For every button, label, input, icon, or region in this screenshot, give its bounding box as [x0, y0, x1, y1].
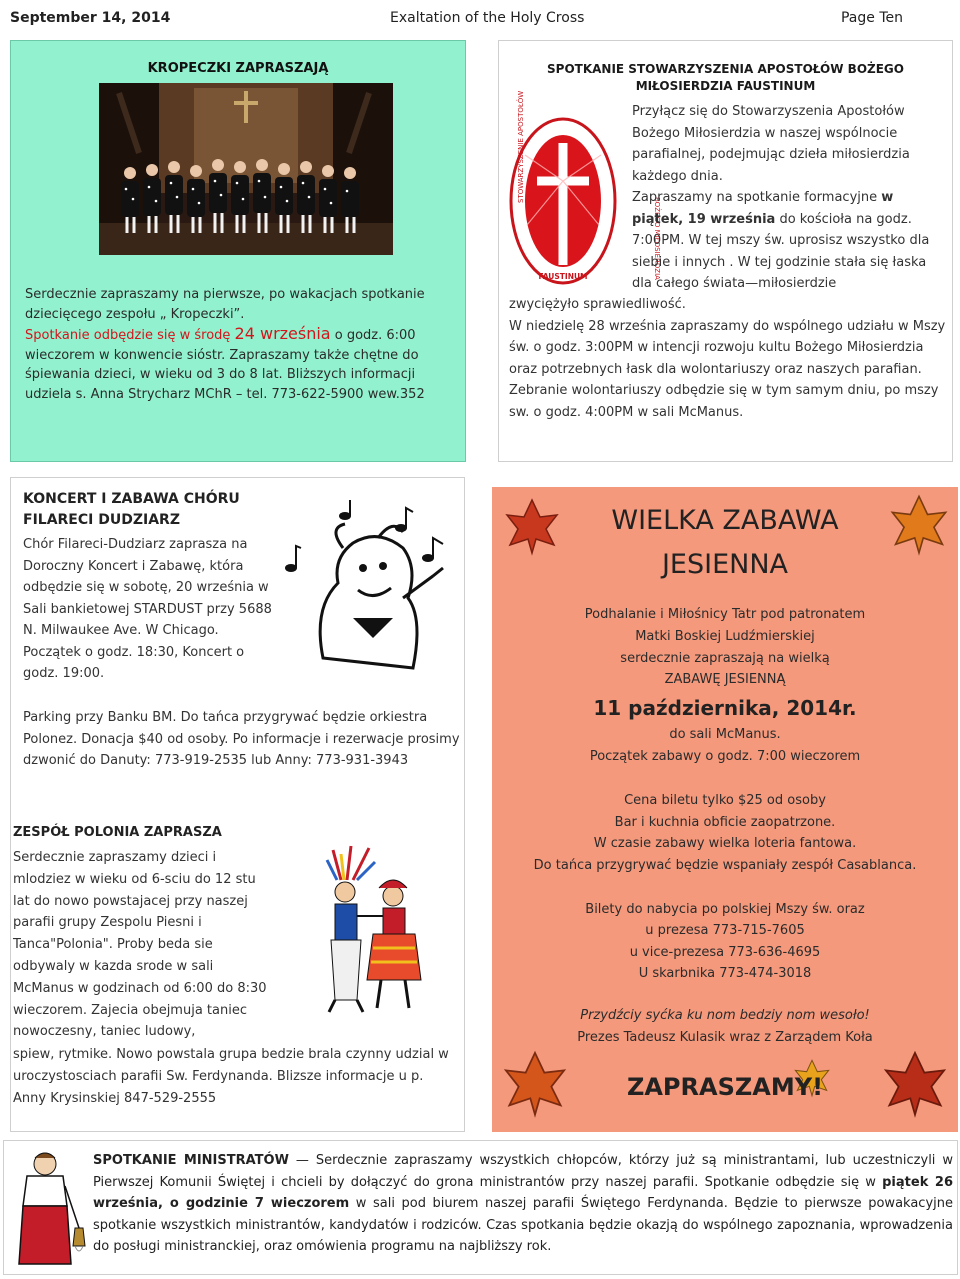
zabawa-sale-3: u vice-prezesa 773-636-4695 [629, 945, 821, 960]
kropeczki-article [10, 40, 466, 462]
zabawa-intro-1: Podhalanie i Miłośnicy Tatr pod patronatem [584, 607, 866, 622]
faustinum-seal [507, 90, 661, 287]
kropeczki-details: o godz. 6:00 wieczorem w konwencie sióstr. Zapraszamy także chętne do śpiewania dzieci, w wieku od 3 do 8 lat. Bliższych informacji udziela s. Anna Strycharz MChR – tel. 773-622-5900 wew.352 [25, 328, 425, 402]
zabawa-sale-1: Bilety do nabycia po polskiej Mszy św. oraz [585, 902, 865, 917]
faustinum-p2a: Zapraszamy na spotkanie formacyjne [632, 190, 882, 205]
zabawa-place: do sali McManus. [669, 727, 781, 742]
page-header [10, 8, 955, 30]
zabawa-poster [492, 487, 958, 1132]
kropeczki-text [25, 285, 455, 404]
zabawa-closing: ZAPRASZAMY! [626, 1073, 824, 1101]
chor-title: KONCERT I ZABAWA CHÓRU FILARECI DUDZIARZ [23, 491, 240, 528]
faustinum-p3: zwyciężyło sprawiedliwość. [509, 297, 686, 312]
ministranci-title: SPOTKANIE MINISTRATÓW [93, 1153, 289, 1168]
chor-p1: Chór Filareci-Dudziarz zaprasza na Doroczny Koncert i Zabawę, która odbędzie się w sobotę, 20 września w Sali bankietowej STARDUST przy 5688 N. Milwaukee Ave. W Chicago. Początek o godz. 18:30, Koncert o godz. 19:00. [23, 537, 272, 681]
chor-p2: Parking przy Banku BM. Do tańca przygrywać będzie orkiestra Polonez. Donacja $40 od osoby. Po informacje i rezerwacje prosimy dzwonić do Danuty: 773-919-2535 lub Anny: 773-931-3943 [23, 710, 460, 768]
faustinum-p1: Przyłącz się do Stowarzyszenia Apostołów Bożego Miłosierdzia w naszej wspólnocie parafialnej, podejmując dzieła miłosierdzia każdego dnia. [632, 104, 910, 184]
header-date: September 14, 2014 [10, 10, 171, 26]
zabawa-sale-2: u prezesa 773-715-7605 [645, 923, 805, 938]
ministranci-p-a: — Serdecznie zapraszamy wszystkich chłopców, którzy już są ministrantami, lub uczestniczyli w Pierwszej Komunii Świętej i chcieli by dołączyć do grona ministrantów przy naszej parafii. Spotkanie odbędzie się w [93, 1153, 953, 1190]
zabawa-ticket-1: Cena biletu tylko $25 od osoby [624, 793, 826, 808]
zabawa-ticket-4: Do tańca przygrywać będzie wspaniały zespół Casablanca. [533, 858, 917, 873]
polonia-p1: Serdecznie zapraszamy dzieci i mlodziez w wieku od 6-sciu do 12 stu lat do nowo powstajacej przy naszej parafii grupy Zespolu Piesni i Tanca"Polonia". Proby beda sie odbywaly w kazda srode w sali McManus w godzinach od 6:00 do 8:30 wieczorem. Zajecia obejmuja taniec nowoczesny, taniec ludowy, [13, 850, 267, 1040]
faustinum-article [498, 40, 953, 462]
zabawa-title-line2: JESIENNA [661, 549, 789, 580]
faustinum-intro [632, 101, 942, 295]
zabawa-ticket-3: W czasie zabawy wielka loteria fantowa. [593, 836, 857, 851]
header-page-number: Page Ten [840, 10, 903, 26]
kropeczki-photo [99, 83, 393, 255]
seal-text-bottom: FAUSTINUM [538, 272, 588, 281]
kropeczki-meeting-day: Spotkanie odbędzie się w środę [25, 328, 235, 343]
polonia-p2: spiew, rytmike. Nowo powstala grupa bedzie brala czynny udzial w uroczystosciach parafii Sw. Ferdynanda. Blizsze informacje u p. Anny Krysinskiej 847-529-2555 [13, 1047, 449, 1106]
header-feast: Exaltation of the Holy Cross [390, 10, 585, 26]
conductor-illustration [283, 498, 453, 678]
altar-boy-illustration [9, 1146, 89, 1274]
zabawa-intro-2: Matki Boskiej Ludźmierskiej [635, 629, 815, 644]
ministranci-text [93, 1150, 953, 1258]
zabawa-invite: Przydźciy syćka ku nom bedziy nom wesoło! [580, 1008, 870, 1023]
zabawa-date: 11 października, 2014r. [593, 696, 857, 720]
seal-text-left: STOWARZYSZENIE APOSTOŁÓW [517, 90, 525, 203]
zabawa-title-line1: WIELKA ZABAWA [611, 505, 839, 536]
ministranci-article [3, 1140, 958, 1275]
zabawa-sale-4: U skarbnika 773-474-3018 [638, 966, 812, 981]
faustinum-p4: W niedzielę 28 września zapraszamy do wspólnego udziału w Mszy św. o godz. 3:00PM w intencji rozwoju kultu Bożego Miłosierdzia oraz potrzebnych łask dla wolontariuszy oraz naszych parafian. Zebranie wolontariuszy odbędzie się w tym samym dniu, po mszy sw. o godz. 4:00PM w sali McManus. [509, 318, 946, 420]
kropeczki-line1: Serdecznie zapraszamy na pierwsze, po wakacjach spotkanie dziecięcego zespołu „ Kropeczki”. [25, 287, 425, 322]
zabawa-intro-3: serdecznie zapraszają na wielką [620, 651, 830, 666]
faustinum-p2c: do kościoła na godz. 7:00PM. W tej mszy św. uprosisz wszystko dla siebie i innych . W tej godzinie stała się łaska dla całego świata—miłosierdzie [632, 211, 930, 291]
ministranci-p-c: w sali pod biurem naszej parafii Świętego Ferdynanda. Będzie to pierwsze powakacyjne spotkanie wszystkich ministrantów, kandydatów i rodziców. Czas spotkania będzie okazją do wspólnego zapoznania, wprowadzenia do posługi ministranckiej, oraz omówienia programu na najbliższy rok. [93, 1196, 953, 1254]
chor-article [10, 477, 465, 1132]
kropeczki-title: KROPECZKI ZAPRASZAJĄ [147, 61, 329, 76]
zabawa-start-time: Początek zabawy o godz. 7:00 wieczorem [589, 749, 861, 764]
seal-text-right: BOŻEGO MIŁOSIERDZIA [653, 197, 661, 280]
ministranci-meeting-time: piątek 26 września, o godzinie 7 wieczorem [93, 1174, 953, 1211]
zabawa-intro-4: ZABAWĘ JESIENNĄ [664, 672, 786, 687]
polonia-title: ZESPÓŁ POLONIA ZAPRASZA [13, 825, 222, 840]
zabawa-signature: Prezes Tadeusz Kulasik wraz z Zarządem Koła [577, 1030, 873, 1045]
faustinum-meeting-date: w piątek, 19 września [632, 190, 894, 227]
zabawa-ticket-2: Bar i kuchnia obficie zaopatrzone. [614, 815, 836, 830]
faustinum-continued [509, 294, 949, 423]
kropeczki-meeting-date: 24 września [234, 324, 331, 343]
faustinum-title: SPOTKANIE STOWARZYSZENIA APOSTOŁÓW BOŻEGO MIŁOSIERDZIA FAUSTINUM [547, 62, 904, 93]
folk-dancers-illustration [311, 840, 431, 1018]
